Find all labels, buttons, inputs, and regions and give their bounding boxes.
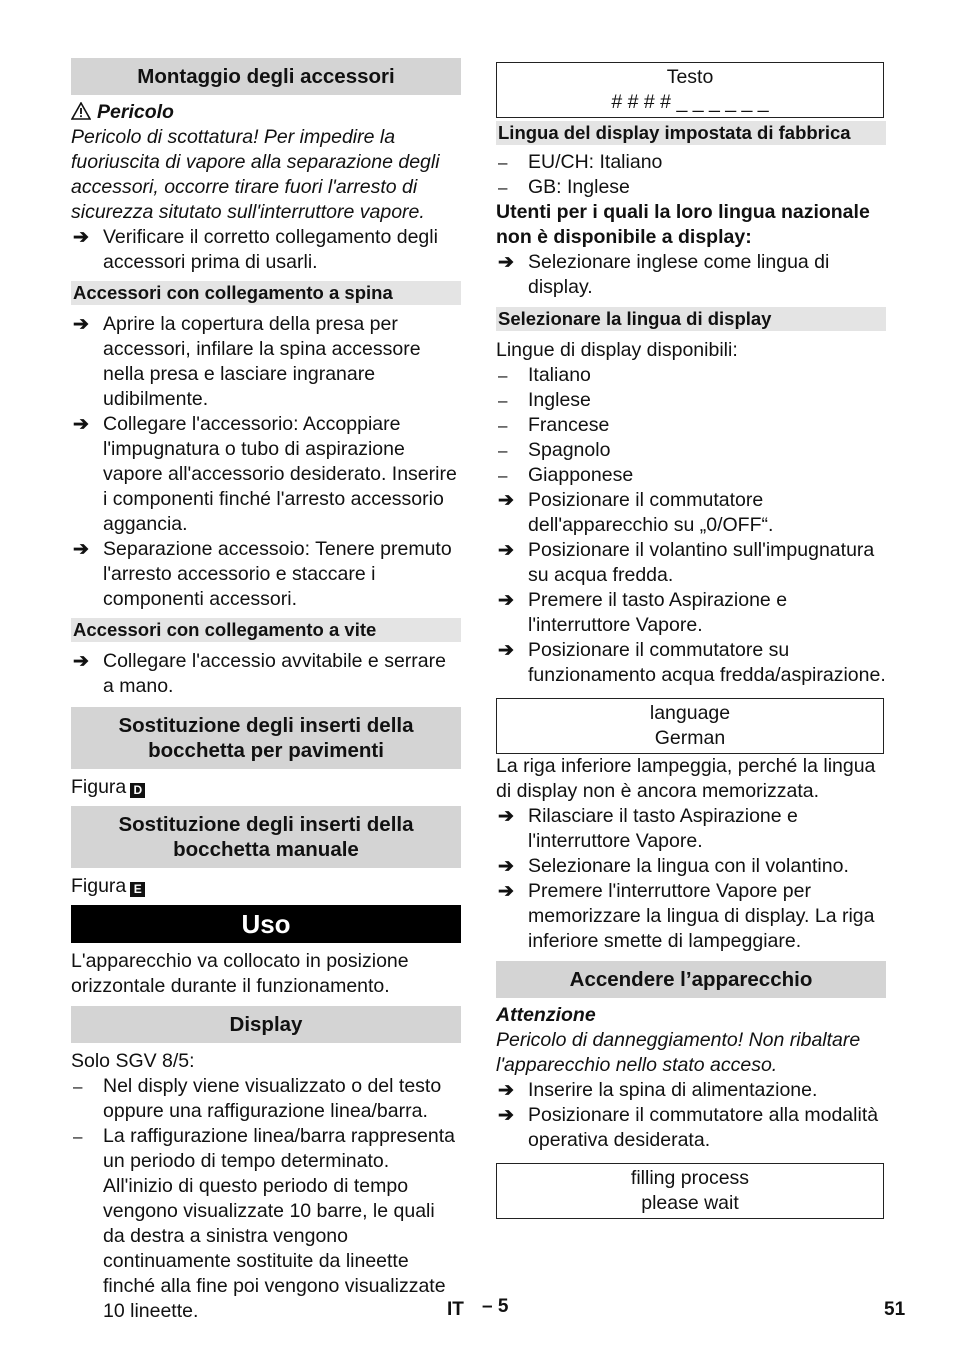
list-item: ➔ Aprire la copertura della presa per accessori, infilare la spina accessore nella presa e lasciare ingranare udibilmente. [73, 313, 421, 410]
right-column [496, 62, 886, 1219]
right-arrow-icon: ➔ [73, 651, 89, 672]
list-item: – Nel disply viene visualizzato o del testo oppure una raffigurazione linea/barra. [73, 1075, 442, 1122]
solo-sgv: Solo SGV 8/5: [71, 1050, 195, 1072]
list-item: ➔ Separazione accessoio: Tenere premuto l'arresto accessorio e staccare i componenti accessori. [73, 538, 452, 610]
heading-display: Display [71, 1006, 461, 1043]
dash-marker: – [498, 366, 508, 385]
display-box-language [496, 698, 884, 754]
figure-e-badge: E [130, 882, 145, 897]
utenti-note: Utenti per i quali la loro lingua nazionale non è disponibile a display: [496, 201, 870, 248]
display-line: filling process [630, 1167, 750, 1189]
dash-marker: – [498, 441, 508, 460]
left-column [71, 58, 461, 1324]
heading-accendere: Accendere l’apparecchio [496, 961, 886, 998]
heading-selezionare: Selezionare la lingua di display [496, 307, 886, 331]
right-arrow-icon: ➔ [498, 252, 514, 273]
list-item: – Giapponese [498, 464, 634, 486]
heading-manuale: Sostituzione degli inserti della bocchetta manuale [71, 806, 461, 868]
list-item: – La raffigurazione linea/barra rappresenta un periodo di tempo determinato. All'inizio di questo periodo di tempo vengono visualizzate 10 barre, le quali da destra a sinistra vengono continuamente sostituite da lineette finché alla fine poi vengono visualizzate 10 lineette. [73, 1125, 455, 1322]
right-arrow-icon: ➔ [498, 856, 514, 877]
right-arrow-icon: ➔ [73, 227, 89, 248]
display-box-filling [496, 1163, 884, 1219]
dash-marker: – [73, 1077, 83, 1096]
lingue-intro: Lingue di display disponibili: [496, 339, 738, 361]
right-arrow-icon: ➔ [498, 540, 514, 561]
dash-marker: – [498, 391, 508, 410]
list-item: – Inglese [498, 389, 591, 411]
heading-uso: Uso [71, 905, 461, 943]
list-item: ➔ Posizionare il commutatore dell'apparecchio su „0/OFF“. [498, 489, 774, 536]
right-arrow-icon: ➔ [498, 490, 514, 511]
pericolo-heading [71, 100, 461, 125]
list-item: ➔ Posizionare il commutatore su funzionamento acqua fredda/aspirazione. [498, 639, 886, 686]
uso-text: L'apparecchio va collocato in posizione orizzontale durante il funzionamento. [71, 950, 409, 997]
footer-language: IT [447, 1299, 464, 1320]
display-line: German [654, 727, 726, 749]
right-arrow-icon: ➔ [498, 640, 514, 661]
list-item: ➔ Rilasciare il tasto Aspirazione e l'interruttore Vapore. [498, 805, 798, 852]
list-item: ➔ Verificare il corretto collegamento degli accessori prima di usarli. [73, 226, 438, 273]
heading-montaggio: Montaggio degli accessori [71, 58, 461, 95]
right-arrow-icon: ➔ [498, 590, 514, 611]
pericolo-text: Pericolo di scottatura! Per impedire la fuoriuscita di vapore alla separazione degli accessori, occorre tirare fuori l'arresto di sicurezza situtato sull'interruttore vapore. [71, 126, 440, 223]
list-item: ➔ Premere il tasto Aspirazione e l'interruttore Vapore. [498, 589, 788, 636]
dash-marker: – [498, 416, 508, 435]
list-item: – Francese [498, 414, 610, 436]
list-item: ➔ Premere l'interruttore Vapore per memorizzare la lingua di display. La riga inferiore smette di lampeggiare. [498, 880, 875, 952]
figura-d: Figura D [71, 775, 461, 800]
right-arrow-icon: ➔ [498, 1105, 514, 1126]
dash-marker: – [498, 178, 508, 197]
dash-marker: – [498, 153, 508, 172]
display-line: please wait [641, 1192, 739, 1214]
right-arrow-icon: ➔ [498, 1080, 514, 1101]
heading-lingua-fabbrica: Lingua del display impostata di fabbrica [496, 121, 886, 145]
warning-triangle-icon [71, 102, 91, 120]
display-line: Testo [666, 66, 714, 88]
right-arrow-icon: ➔ [73, 314, 89, 335]
pericolo-label: Pericolo [97, 101, 174, 123]
right-arrow-icon: ➔ [73, 539, 89, 560]
list-item: – Spagnolo [498, 439, 611, 461]
list-item: ➔ Collegare l'accessio avvitabile e serrare a mano. [73, 650, 446, 697]
heading-pavimenti: Sostituzione degli inserti della bocchetta per pavimenti [71, 707, 461, 769]
list-item: ➔ Posizionare il volantino sull'impugnatura su acqua fredda. [498, 539, 875, 586]
display-line: # # # # _ _ _ _ _ _ [611, 91, 769, 113]
right-arrow-icon: ➔ [73, 414, 89, 435]
display-box-testo [496, 62, 884, 118]
right-arrow-icon: ➔ [498, 881, 514, 902]
list-item: – GB: Inglese [498, 176, 630, 198]
dash-marker: – [73, 1127, 83, 1146]
list-item: – Italiano [498, 364, 591, 386]
list-item: ➔ Posizionare il commutatore alla modalità operativa desiderata. [498, 1104, 879, 1151]
list-item: ➔ Inserire la spina di alimentazione. [498, 1079, 818, 1101]
heading-vite: Accessori con collegamento a vite [71, 618, 461, 642]
list-item: ➔ Collegare l'accessorio: Accoppiare l'impugnatura o tubo di aspirazione vapore all'accessorio desiderato. Inserire i componenti finché l'arresto accessorio aggancia. [73, 413, 457, 535]
list-item: – EU/CH: Italiano [498, 151, 663, 173]
riga-text: La riga inferiore lampeggia, perché la lingua di display non è ancora memorizzata. [496, 755, 876, 802]
list-item: ➔ Selezionare la lingua con il volantino. [498, 855, 849, 877]
figure-d-badge: D [130, 783, 145, 798]
right-arrow-icon: ➔ [498, 806, 514, 827]
attenzione-text: Pericolo di danneggiamento! Non ribaltare l'apparecchio nello stato acceso. [496, 1029, 861, 1076]
attenzione-label: Attenzione [496, 1004, 596, 1026]
footer-local-page: – 5 [482, 1296, 509, 1317]
figura-e: Figura E [71, 874, 461, 899]
list-item: ➔ Selezionare inglese come lingua di display. [498, 251, 830, 298]
heading-spina: Accessori con collegamento a spina [71, 281, 461, 305]
display-line: language [649, 702, 731, 724]
page-number: 51 [884, 1299, 906, 1320]
dash-marker: – [498, 466, 508, 485]
